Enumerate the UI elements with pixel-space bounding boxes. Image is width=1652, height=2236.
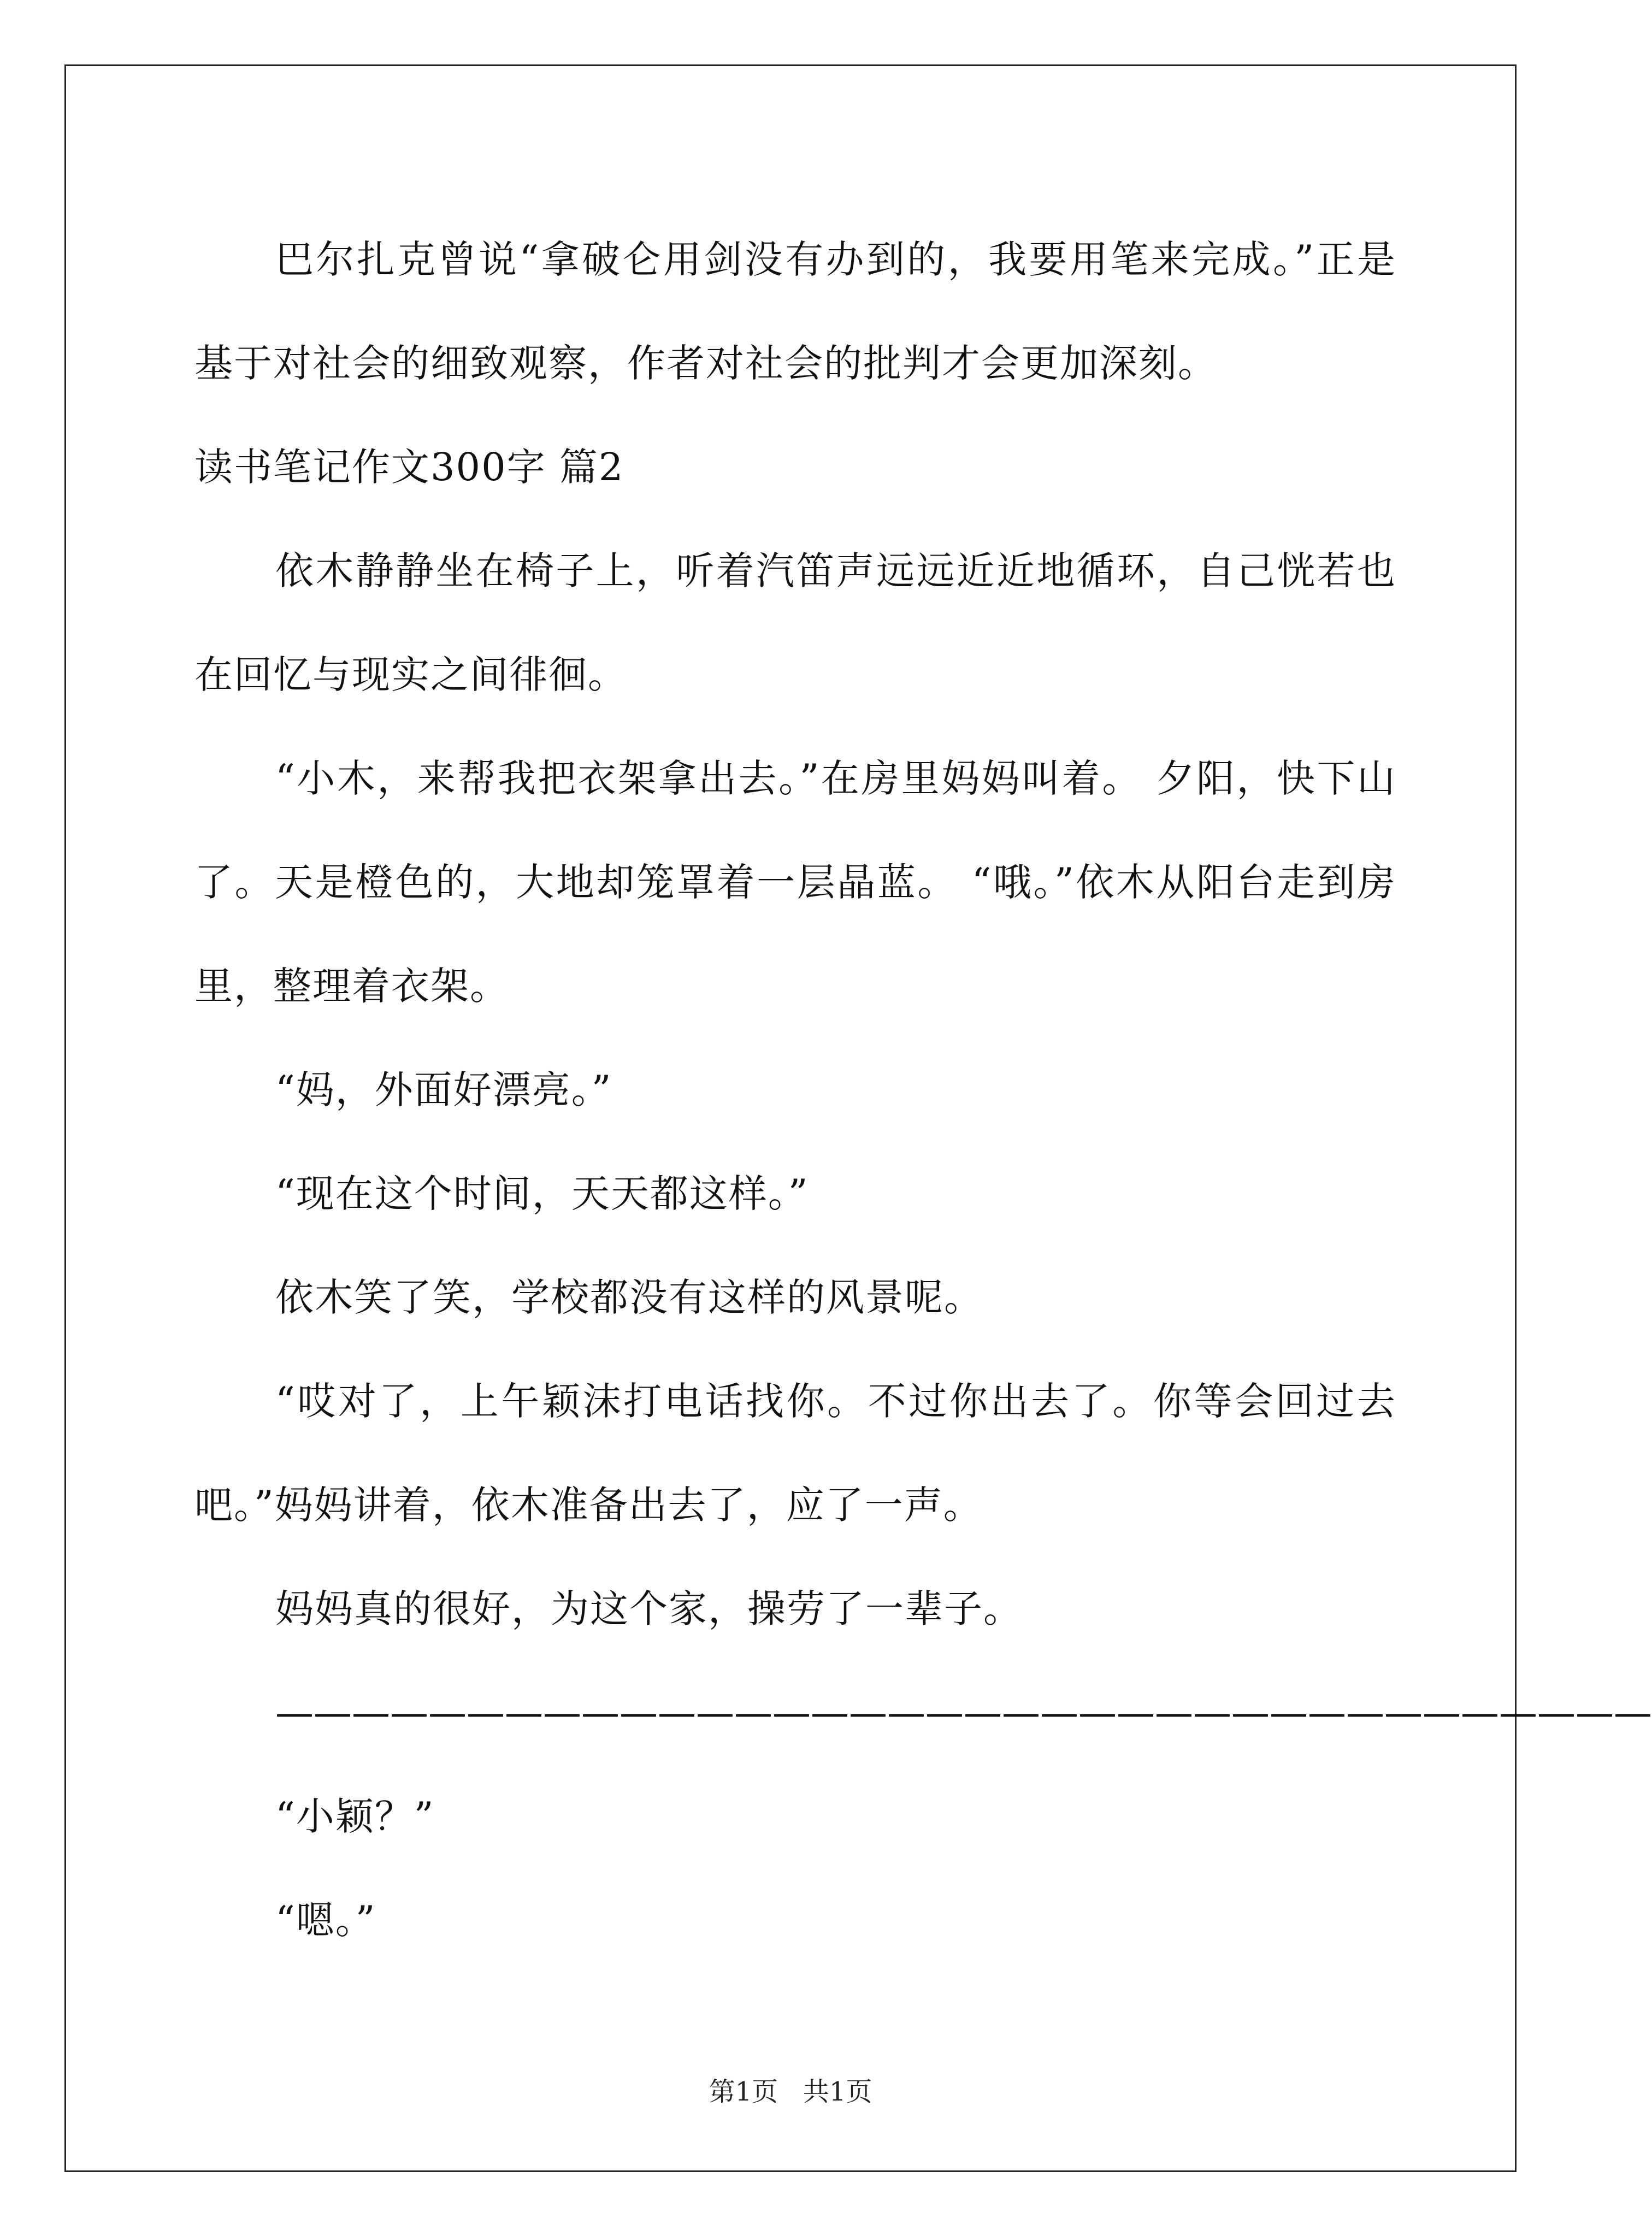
paragraph-phone-call: “哎对了，上午颖沫打电话找你。不过你出去了。你等会回过去吧。”妈妈讲着，依木准备出去了，应了一声。 — [194, 1379, 1396, 1527]
paragraph-every-day: “现在这个时间，天天都这样。” — [275, 1171, 809, 1216]
paragraph-mom-beautiful: “妈，外面好漂亮。” — [275, 1067, 612, 1112]
paragraph-clothes-hanger: “小木，来帮我把衣架拿出去。”在房里妈妈叫着。 夕阳，快下山了。天是橙色的，大地却笼罩着一层晶蓝。 “哦。”依木从阳台走到房里，整理着衣架。 — [194, 756, 1396, 1008]
page-footer: 第1页 共1页 — [709, 2076, 872, 2107]
dash-separator: ———————————————————————————————————— — [275, 1690, 1652, 1735]
paragraph-en: “嗯。” — [275, 1898, 376, 1943]
document-body — [194, 208, 1652, 1972]
paragraph-mom-good: 妈妈真的很好，为这个家，操劳了一辈子。 — [275, 1586, 1023, 1631]
paragraph-balzac: 巴尔扎克曾说“拿破仑用剑没有办到的，我要用笔来完成。”正是基于对社会的细致观察，作者对社会的批判才会更加深刻。 — [194, 237, 1396, 386]
paragraph-xiaoying: “小颖？” — [275, 1794, 435, 1839]
paragraph-yimu-sitting: 依木静静坐在椅子上，听着汽笛声远远近近地循环，自己恍若也在回忆与现实之间徘徊。 — [194, 548, 1396, 697]
section-heading: 读书笔记作文300字 篇2 — [194, 445, 624, 489]
paragraph-yimu-smiled: 依木笑了笑，学校都没有这样的风景呢。 — [275, 1275, 983, 1320]
